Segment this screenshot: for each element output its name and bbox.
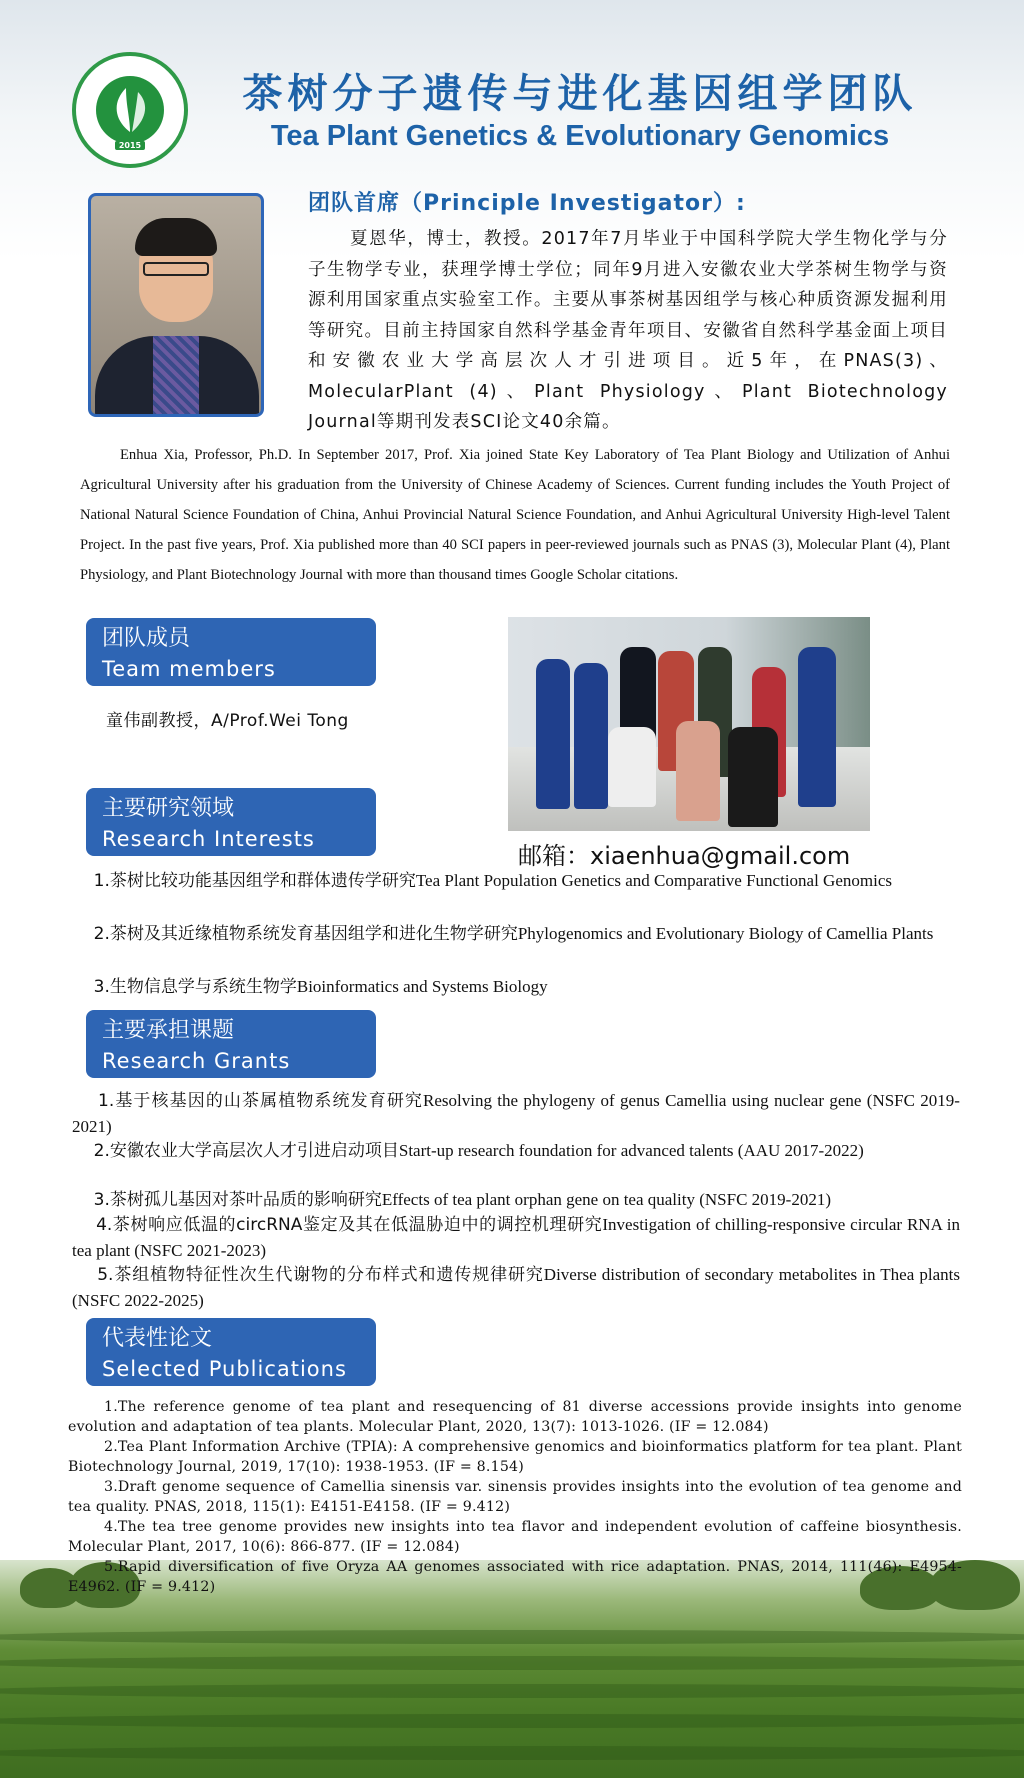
publication-item: 1.The reference genome of tea plant and resequencing of 81 diverse accessions provide insights into genome evolution and adaptation of tea plants. Molecular Plant, 2020, 13(7): 1013-1026. (IF = 12.084) bbox=[68, 1399, 962, 1435]
tab-label-cn: 代表性论文 bbox=[102, 1326, 213, 1351]
tab-label-cn: 团队成员 bbox=[102, 626, 191, 651]
title-chinese: 茶树分子遗传与进化基因组学团队 bbox=[242, 71, 918, 117]
tab-label-en: Research Interests bbox=[102, 827, 315, 851]
team-member-entry: 童伟副教授，A/Prof.Wei Tong bbox=[106, 711, 349, 731]
publication-item: 4.The tea tree genome provides new insights into tea flavor and independent evolution of caffeine biosynthesis. Molecular Plant, 2017, 10(6): 866-877. (IF = 12.084) bbox=[68, 1519, 962, 1555]
pi-portrait-photo bbox=[88, 193, 264, 417]
publication-item: 5.Rapid diversification of five Oryza AA genomes associated with rice adaptation. PNAS, 2014, 111(46): E4954-E4962. (IF = 9.412) bbox=[68, 1559, 962, 1595]
pi-bio-english: Enhua Xia, Professor, Ph.D. In September 2017, Prof. Xia joined State Key Laboratory of Tea Plant Biology and Utilization of Anhui Agricultural University after his graduation from the University of Chinese Academy of Sciences. Current funding includes the Youth Project of National Natural Science Foundation of China, Anhui Provincial Natural Science Foundation, and Anhui Agricultural University High-level Talent Project. In the past five years, Prof. Xia published more than 40 SCI papers in peer-reviewed journals such as PNAS (3), Molecular Plant (4), Plant Physiology, and Plant Biotechnology Journal with more than thousand times Google Scholar citations. bbox=[80, 447, 950, 583]
title-english: Tea Plant Genetics & Evolutionary Genomics bbox=[270, 120, 890, 152]
tab-label-en: Team members bbox=[102, 657, 276, 681]
tab-label-en: Selected Publications bbox=[102, 1357, 347, 1381]
contact-email: 邮箱：xiaenhua@gmail.com bbox=[518, 842, 851, 870]
list-item: 5.茶组植物特征性次生代谢物的分布样式和遗传规律研究Diverse distribution of secondary metabolites in Thea plants (NSFC 2022-2025) bbox=[72, 1265, 961, 1310]
publication-item: 3.Draft genome sequence of Camellia sinensis var. sinensis provides insights into the evolution of tea genome and tea quality. PNAS, 2018, 115(1): E4151-E4158. (IF = 9.412) bbox=[68, 1479, 962, 1515]
list-item: 2.茶树及其近缘植物系统发育基因组学和进化生物学研究Phylogenomics and Evolutionary Biology of Camellia Plants bbox=[93, 924, 934, 944]
pi-bio-chinese: 夏恩华，博士，教授。2017年7月毕业于中国科学院大学生物化学与分子生物学专业，获理学博士学位；同年9月进入安徽农业大学茶树生物学与资源利用国家重点实验室工作。主要从事茶树基因组学与核心种质资源发掘利用等研究。目前主持国家自然科学基金青年项目、安徽省自然科学基金面上项目和安徽农业大学高层次人才引进项目。近5年，在PNAS(3)、MolecularPlant (4)、Plant Physiology、Plant Biotechnology Journal等期刊发表SCI论文40余篇。 bbox=[308, 229, 948, 432]
list-item: 1.基于核基因的山茶属植物系统发育研究Resolving the phylogeny of genus Camellia using nuclear gene (NSFC 2019-2021) bbox=[72, 1091, 960, 1136]
list-item: 3.生物信息学与系统生物学Bioinformatics and Systems Biology bbox=[93, 977, 548, 997]
publication-item: 2.Tea Plant Information Archive (TPIA): A comprehensive genomics and bioinformatics platform for tea plant. Plant Biotechnology Journal, 2019, 17(10): 1938-1953. (IF = 8.154) bbox=[68, 1439, 962, 1475]
tea-leaf-icon bbox=[96, 76, 164, 144]
list-item: 4.茶树响应低温的circRNA鉴定及其在低温胁迫中的调控机理研究Investigation of chilling-responsive circular RNA in tea plant (NSFC 2021-2023) bbox=[72, 1215, 960, 1260]
selected-publications-tab bbox=[86, 1318, 376, 1386]
pi-heading: 团队首席（Principle Investigator）: bbox=[308, 191, 746, 216]
research-interests-tab bbox=[86, 788, 376, 856]
logo-year: 2015 bbox=[115, 141, 145, 150]
tab-label-cn: 主要研究领域 bbox=[102, 796, 235, 821]
team-members-tab bbox=[86, 618, 376, 686]
tab-label-cn: 主要承担课题 bbox=[102, 1018, 235, 1043]
list-item: 2.安徽农业大学高层次人才引进启动项目Start-up research foundation for advanced talents (AAU 2017-2022) bbox=[93, 1141, 864, 1161]
research-grants-tab bbox=[86, 1010, 376, 1078]
lab-logo bbox=[72, 52, 188, 168]
tab-label-en: Research Grants bbox=[102, 1049, 291, 1073]
list-item: 3.茶树孤儿基因对茶叶品质的影响研究Effects of tea plant orphan gene on tea quality (NSFC 2019-2021) bbox=[93, 1190, 831, 1210]
team-group-photo bbox=[508, 617, 870, 831]
list-item: 1.茶树比较功能基因组学和群体遗传学研究Tea Plant Population Genetics and Comparative Functional Genomics bbox=[93, 871, 892, 891]
